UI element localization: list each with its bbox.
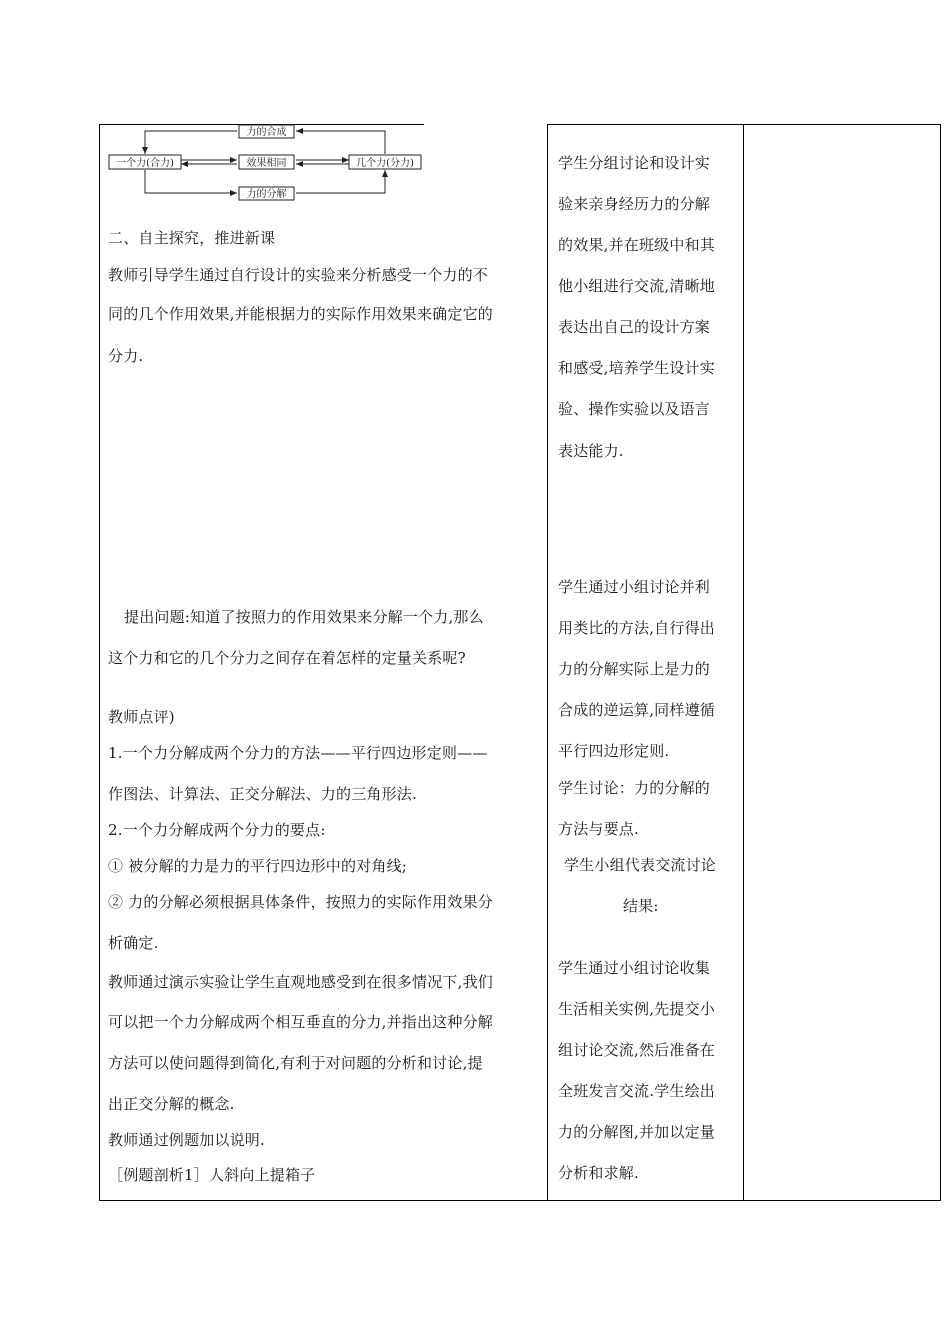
- para2-line4: 出正交分解的概念.: [108, 1095, 235, 1113]
- example-title: ［例题剖析1］人斜向上提箱子: [108, 1166, 316, 1184]
- para1-line1: 教师引导学生通过自行设计的实验来分析感受一个力的不: [108, 266, 489, 284]
- m5-line2: 生活相关实例,先提交小: [558, 1000, 715, 1018]
- diagram-left-box: 一个力(合力): [116, 158, 174, 169]
- point2: 2.一个力分解成两个分力的要点:: [108, 821, 326, 839]
- question-line1: 提出问题:知道了按照力的作用效果来分解一个力,那么: [124, 608, 484, 626]
- table-bottom-border: [99, 1200, 941, 1201]
- comment-title: 教师点评): [108, 708, 175, 726]
- m4-line1: 学生小组代表交流讨论: [564, 856, 717, 874]
- para2-line2: 可以把一个力分解成两个相互垂直的分力,并指出这种分解: [108, 1013, 493, 1031]
- column-divider-2: [743, 124, 744, 1201]
- force-composition-diagram: [99, 124, 429, 209]
- m2-line5: 平行四边形定则.: [558, 742, 670, 760]
- m5-line4: 全班发言交流.学生绘出: [558, 1082, 715, 1100]
- point2b-line2: 析确定.: [108, 934, 159, 952]
- diagram-bottom-box: 力的分解: [246, 189, 287, 200]
- m5-line3: 组讨论交流,然后准备在: [558, 1041, 715, 1059]
- para2-line3: 方法可以使问题得到简化,有利于对问题的分析和讨论,提: [108, 1054, 483, 1072]
- section-heading: 二、自主探究，推进新课: [108, 229, 276, 247]
- para2-line1: 教师通过演示实验让学生直观地感受到在很多情况下,我们: [108, 973, 493, 991]
- m4-line2: 结果:: [623, 897, 659, 915]
- m5-line1: 学生通过小组讨论收集: [558, 959, 711, 977]
- m1-line3: 的效果,并在班级中和其: [558, 236, 715, 254]
- column-divider-1: [547, 124, 548, 1201]
- table-right-border: [940, 124, 941, 1201]
- m3-line2: 方法与要点.: [558, 820, 639, 838]
- m1-line4: 他小组进行交流,清晰地: [558, 277, 715, 295]
- para3: 教师通过例题加以说明.: [108, 1131, 265, 1149]
- m1-line5: 表达出自己的设计方案: [558, 318, 711, 336]
- m3-line1: 学生讨论：力的分解的: [558, 779, 711, 797]
- point1-line1: 1.一个力分解成两个分力的方法——平行四边形定则——: [108, 744, 488, 762]
- m1-line8: 表达能力.: [558, 442, 624, 460]
- diagram-top-box: 力的合成: [246, 127, 287, 138]
- m1-line2: 验来亲身经历力的分解: [558, 195, 711, 213]
- m2-line4: 合成的逆运算,同样遵循: [558, 701, 715, 719]
- diagram-center-box: 效果相同: [246, 158, 287, 169]
- point2a: ① 被分解的力是力的平行四边形中的对角线;: [108, 857, 408, 875]
- point1-line2: 作图法、计算法、正交分解法、力的三角形法.: [108, 785, 417, 803]
- question-line2: 这个力和它的几个分力之间存在着怎样的定量关系呢?: [108, 649, 466, 667]
- m2-line2: 用类比的方法,自行得出: [558, 619, 715, 637]
- m2-line3: 力的分解实际上是力的: [558, 660, 711, 678]
- table-top-border-right: [547, 124, 941, 125]
- point2b-line1: ② 力的分解必须根据具体条件，按照力的实际作用效果分: [108, 893, 493, 911]
- m2-line1: 学生通过小组讨论并利: [558, 578, 711, 596]
- m1-line7: 验、操作实验以及语言: [558, 400, 711, 418]
- lesson-table: [99, 124, 941, 1201]
- para1-line3: 分力.: [108, 347, 144, 365]
- m5-line6: 分析和求解.: [558, 1164, 639, 1182]
- para1-line2: 同的几个作用效果,并能根据力的实际作用效果来确定它的: [108, 305, 493, 323]
- diagram-right-box: 几个力(分力): [356, 158, 414, 169]
- m1-line6: 和感受,培养学生设计实: [558, 359, 715, 377]
- table-left-border: [99, 124, 100, 1201]
- m5-line5: 力的分解图,并加以定量: [558, 1123, 715, 1141]
- m1-line1: 学生分组讨论和设计实: [558, 154, 711, 172]
